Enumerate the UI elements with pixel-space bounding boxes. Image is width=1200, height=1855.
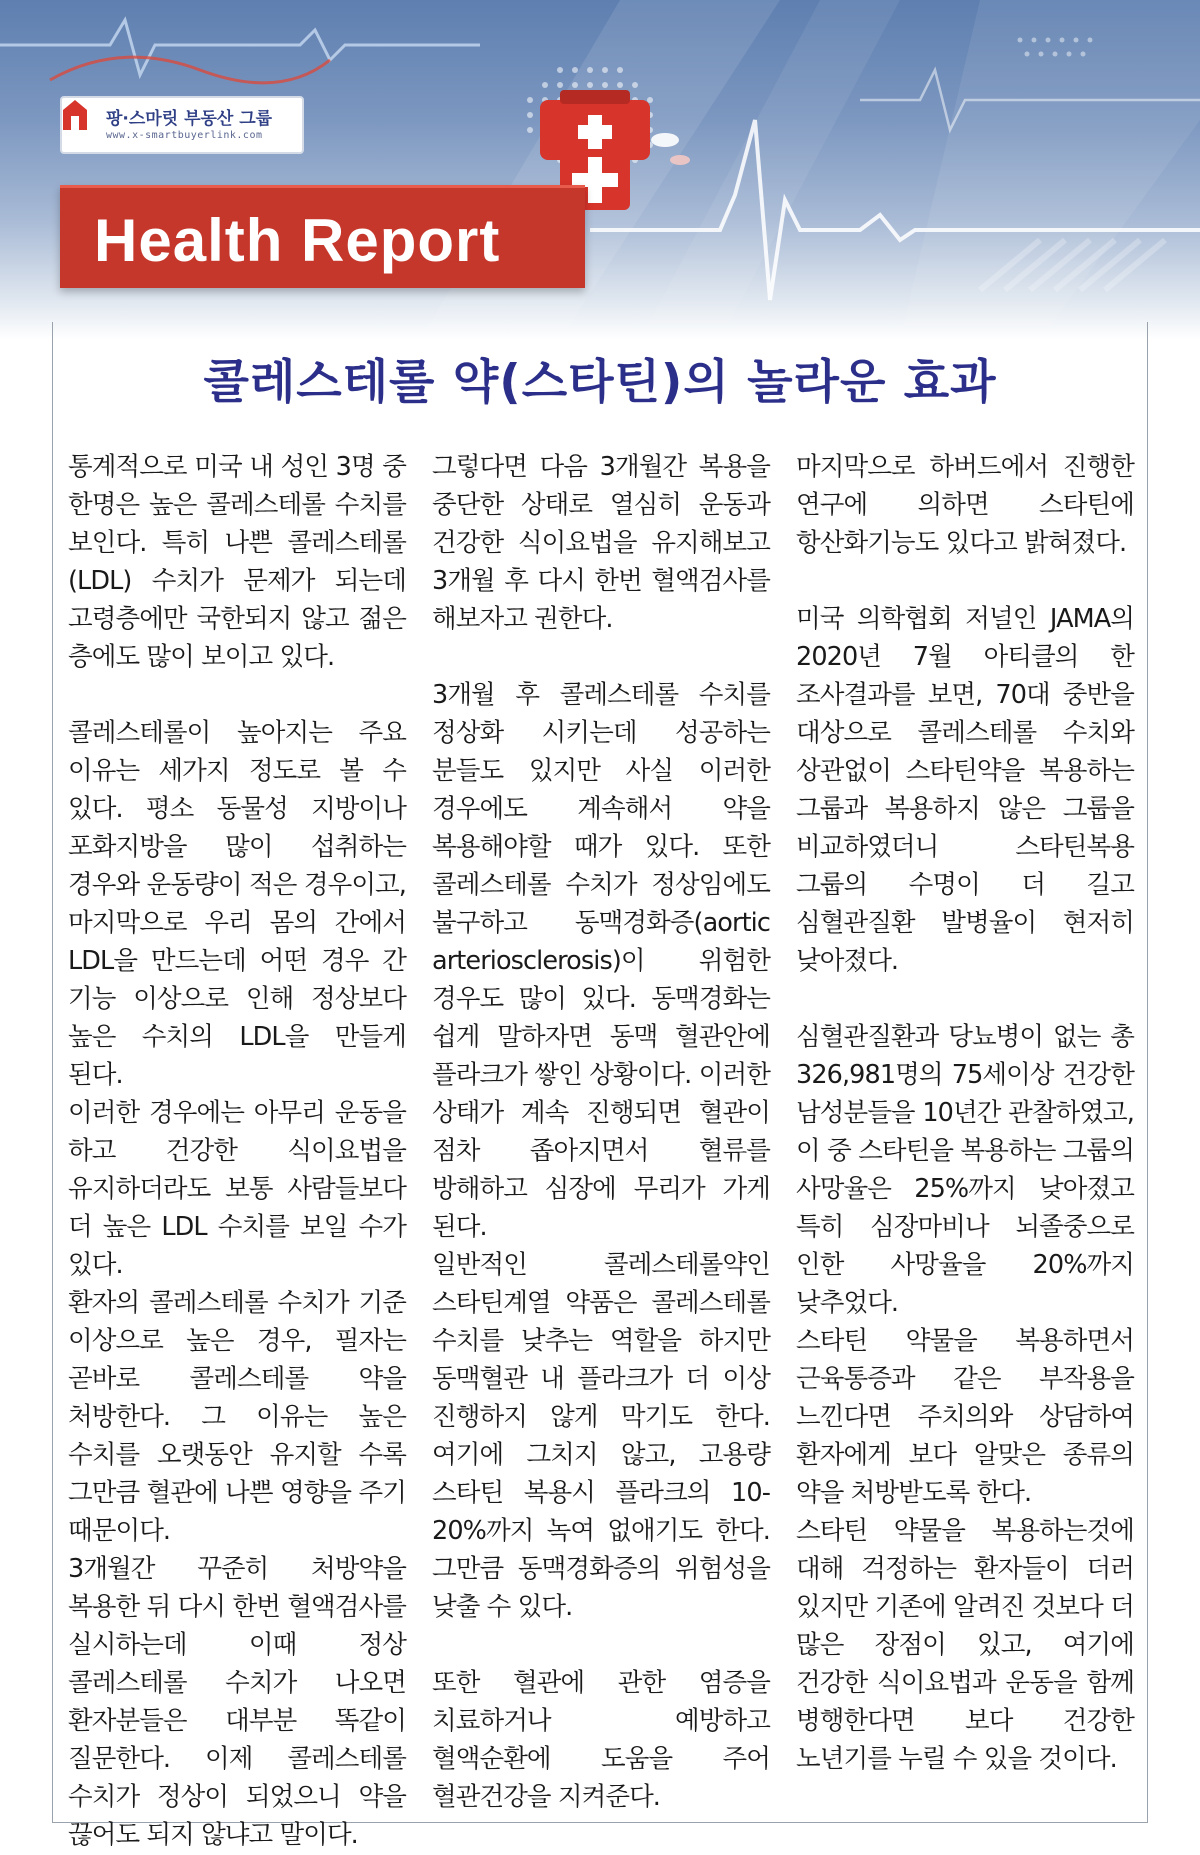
brand-url: www.x-smartbuyerlink.com <box>106 130 263 141</box>
paragraph: 마지막으로 하버드에서 진행한 연구에 의하면 스타틴에 항산화기능도 있다고 밝혀졌다. <box>796 452 1134 558</box>
paragraph: 미국 의학협회 저널인 JAMA의 2020년 7월 아티클의 한 조사결과를 보면, 70대 중반을 대상으로 콜레스테롤 수치와 상관없이 스타틴약을 복용하는 그룹과 복용하지 않은 그룹을 비교하였더니 스타틴복용 그룹의 수명이 더 길고 심혈관질환 발병율이 현저히 낮아졌다. <box>796 604 1134 976</box>
header-banner <box>0 0 1200 340</box>
article-column-1 <box>68 448 406 1854</box>
brand-name: 팡·스마릿 부동산 그룹 <box>106 109 273 129</box>
house-logo-icon <box>62 98 88 132</box>
paragraph: 심혈관질환과 당뇨병이 없는 총 326,981명의 75세이상 건강한 남성분들을 10년간 관찰하였고, 이 중 스타틴을 복용하는 그룹의 사망율은 25%까지 낮아졌고 특히 심장마비나 뇌졸중으로 인한 사망율을 20%까지 낮추었다. <box>796 1022 1134 1318</box>
paragraph-gap <box>68 676 406 714</box>
paragraph-gap <box>796 980 1134 1018</box>
paragraph: 또한 혈관에 관한 염증을 치료하거나 예방하고 혈액순환에 도움을 주어 혈관건강을 지켜준다. <box>432 1668 770 1812</box>
paragraph: 환자의 콜레스테롤 수치가 기준 이상으로 높은 경우, 필자는 곧바로 콜레스테롤 약을 처방한다. 그 이유는 높은 수치를 오랫동안 유지할 수록 그만큼 혈관에 나쁜 영향을 주기 때문이다. <box>68 1288 406 1546</box>
paragraph: 스타틴 약물을 복용하면서 근육통증과 같은 부작용을 느낀다면 주치의와 상담하여 환자에게 보다 알맞은 종류의 약을 처방받도록 한다. <box>796 1326 1134 1508</box>
brand-logo <box>60 96 304 154</box>
article-headline: 콜레스테롤 약(스타틴)의 놀라운 효과 <box>203 355 997 410</box>
paragraph-gap <box>432 1626 770 1664</box>
paragraph: 3개월간 꾸준히 처방약을 복용한 뒤 다시 한번 혈액검사를 실시하는데 이때 정상 콜레스테롤 수치가 나오면 환자분들은 대부분 똑같이 질문한다. 이제 콜레스테롤 수치가 정상이 되었으니 약을 끊어도 되지 않냐고 말이다. <box>68 1554 406 1850</box>
paragraph: 그렇다면 다음 3개월간 복용을 중단한 상태로 열심히 운동과 건강한 식이요법을 유지해보고 3개월 후 다시 한번 혈액검사를 해보자고 권한다. <box>432 452 770 634</box>
paragraph: 이러한 경우에는 아무리 운동을 하고 건강한 식이요법을 유지하더라도 보통 사람들보다 더 높은 LDL 수치를 보일 수가 있다. <box>68 1098 406 1280</box>
article-column-3 <box>796 448 1134 1778</box>
paragraph: 통계적으로 미국 내 성인 3명 중 한명은 높은 콜레스테롤 수치를 보인다. 특히 나쁜 콜레스테롤(LDL) 수치가 문제가 되는데 고령층에만 국한되지 않고 젊은 층에도 많이 보이고 있다. <box>68 452 406 672</box>
banner-art <box>0 0 1200 340</box>
first-aid-kit-icon <box>540 90 650 160</box>
paragraph-gap <box>432 638 770 676</box>
ecg-line-icon <box>0 20 480 75</box>
section-title: Health Report <box>94 207 501 274</box>
article-column-2 <box>432 448 770 1816</box>
paragraph-gap <box>796 562 1134 600</box>
paragraph: 스타틴 약물을 복용하는것에 대해 걱정하는 환자들이 더러 있지만 기존에 알려진 것보다 더 많은 장점이 있고, 여기에 건강한 식이요법과 운동을 함께 병행한다면 보다 건강한 노년기를 누릴 수 있을 것이다. <box>796 1516 1134 1774</box>
paragraph: 3개월 후 콜레스테롤 수치를 정상화 시키는데 성공하는 분들도 있지만 사실 이러한 경우에도 계속해서 약을 복용해야할 때가 있다. 또한 콜레스테롤 수치가 정상임에도 불구하고 동맥경화증(aortic arteriosclerosis)이 위험한 경우도 많이 있다. 동맥경화는 쉽게 말하자면 동맥 혈관안에 플라크가 쌓인 상황이다. 이러한 상태가 계속 진행되면 혈관이 점차 좁아지면서 혈류를 방해하고 심장에 무리가 가게 된다. <box>432 680 770 1242</box>
paragraph: 콜레스테롤이 높아지는 주요 이유는 세가지 정도로 볼 수 있다. 평소 동물성 지방이나 포화지방을 많이 섭취하는 경우와 운동량이 적은 경우이고, 마지막으로 우리 몸의 간에서 LDL을 만드는데 어떤 경우 간 기능 이상으로 인해 정상보다 높은 수치의 LDL을 만들게 된다. <box>68 718 406 1090</box>
section-title-band <box>60 185 585 288</box>
paragraph: 일반적인 콜레스테롤약인 스타틴계열 약품은 콜레스테롤 수치를 낮추는 역할을 하지만 동맥혈관 내 플라크가 더 이상 진행하지 않게 막기도 한다. 여기에 그치지 않고, 고용량 스타틴 복용시 플라크의 10-20%까지 녹여 없애기도 한다. 그만큼 동맥경화증의 위험성을 낮출 수 있다. <box>432 1250 770 1622</box>
